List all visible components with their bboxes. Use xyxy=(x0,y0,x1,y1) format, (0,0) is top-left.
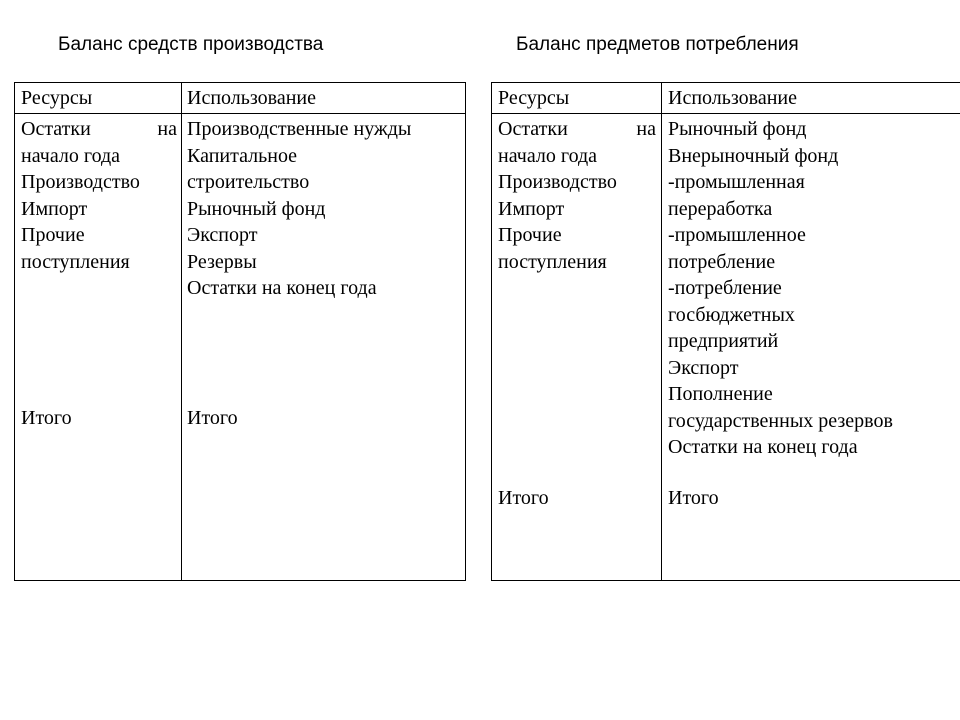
resources-column xyxy=(21,116,177,275)
resources-column xyxy=(498,116,656,275)
left-table-title: Баланс средств производства xyxy=(58,34,324,55)
usage-line: Экспорт xyxy=(668,356,739,379)
usage-line: Рыночный фонд xyxy=(187,197,326,220)
resources-word: на xyxy=(636,118,656,140)
usage-line: госбюджетных xyxy=(668,303,795,326)
usage-line: Остатки на конец года xyxy=(668,436,858,458)
resources-line: начало года xyxy=(21,144,121,167)
usage-line: потребление xyxy=(668,250,776,273)
right-table-title: Баланс предметов потребления xyxy=(516,34,799,55)
resources-line xyxy=(21,116,177,143)
usage-line: государственных резервов xyxy=(668,409,893,432)
resources-line: Производство xyxy=(21,171,140,193)
usage-line: Остатки на конец года xyxy=(187,277,377,299)
resources-line: начало года xyxy=(498,144,598,167)
resources-word: на xyxy=(157,118,177,140)
usage-line: Производственные нужды xyxy=(187,118,412,140)
usage-line: -промышленная xyxy=(668,171,805,193)
resources-line: поступления xyxy=(21,250,130,273)
total-usage: Итого xyxy=(668,487,719,509)
resources-line: поступления xyxy=(498,250,607,273)
usage-line: Рыночный фонд xyxy=(668,118,807,140)
resources-line: Импорт xyxy=(21,197,88,220)
usage-line: -промышленное xyxy=(668,224,806,246)
header-usage: Использование xyxy=(668,87,797,109)
table-header-row xyxy=(15,83,465,114)
usage-line: Резервы xyxy=(187,250,257,273)
resources-line: Импорт xyxy=(498,197,565,220)
column-divider xyxy=(661,83,662,580)
resources-word: Остатки xyxy=(21,118,91,140)
usage-line: Пополнение xyxy=(668,383,773,405)
usage-line: переработка xyxy=(668,197,773,220)
header-resources: Ресурсы xyxy=(498,87,570,109)
total-resources: Итого xyxy=(498,487,549,509)
column-divider xyxy=(181,83,182,580)
resources-line: Прочие xyxy=(498,224,562,246)
usage-line: строительство xyxy=(187,171,310,193)
resources-line: Производство xyxy=(498,171,617,193)
resources-line: Прочие xyxy=(21,224,85,246)
usage-column xyxy=(187,116,411,302)
usage-line: Экспорт xyxy=(187,224,258,246)
resources-line xyxy=(498,116,656,143)
total-usage: Итого xyxy=(187,407,238,429)
consumer-goods-balance-table xyxy=(491,82,960,581)
header-resources: Ресурсы xyxy=(21,87,93,109)
usage-line: -потребление xyxy=(668,277,782,299)
total-resources: Итого xyxy=(21,407,72,429)
usage-column xyxy=(668,116,893,461)
header-usage: Использование xyxy=(187,87,316,109)
table-header-row xyxy=(492,83,960,114)
resources-word: Остатки xyxy=(498,118,568,140)
usage-line: Капитальное xyxy=(187,144,298,167)
usage-line: предприятий xyxy=(668,330,779,352)
usage-line: Внерыночный фонд xyxy=(668,144,839,167)
production-means-balance-table xyxy=(14,82,466,581)
